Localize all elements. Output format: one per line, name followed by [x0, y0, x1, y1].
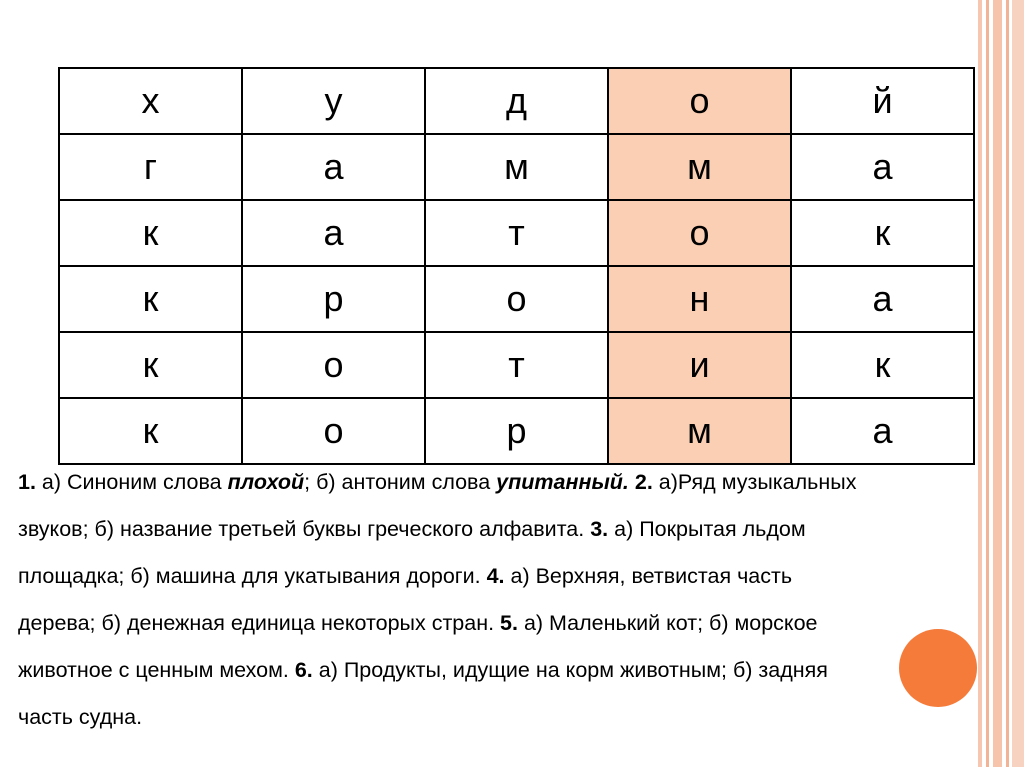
emphasized-word: упитанный.: [496, 470, 629, 494]
task-text: [18, 459, 1024, 741]
grid-cell-highlighted: н: [608, 266, 791, 332]
grid-cell: о: [425, 266, 608, 332]
emphasized-word: плохой: [227, 470, 305, 494]
grid-cell: а: [791, 398, 974, 464]
task-line: [18, 647, 1024, 694]
grid-row-2: [59, 134, 974, 200]
clue-text: а) Продукты, идущие на корм животным; б) задняя: [312, 658, 828, 682]
grid-cell: м: [425, 134, 608, 200]
grid-cell: г: [59, 134, 242, 200]
clue-text: а) Верхняя, ветвистая часть: [504, 564, 793, 588]
task-line: [18, 459, 1024, 506]
clue-number: 4.: [486, 564, 505, 588]
grid-cell: к: [59, 200, 242, 266]
clue-text: часть судна.: [18, 705, 143, 729]
clue-number: 5.: [500, 611, 518, 635]
grid-row-6: [59, 398, 974, 464]
grid-cell: к: [59, 266, 242, 332]
grid-cell-highlighted: о: [608, 68, 791, 134]
crossword-grid: [58, 67, 975, 465]
grid-cell: а: [791, 134, 974, 200]
grid-row-3: [59, 200, 974, 266]
clue-text: а)Ряд музыкальных: [652, 470, 857, 494]
grid-row-5: [59, 332, 974, 398]
clue-number: 6.: [294, 658, 313, 682]
grid-cell: к: [791, 332, 974, 398]
grid-cell-highlighted: м: [608, 398, 791, 464]
grid-cell: р: [425, 398, 608, 464]
grid-cell: к: [791, 200, 974, 266]
clue-number: 1.: [18, 470, 36, 494]
grid-cell-highlighted: и: [608, 332, 791, 398]
grid-cell: д: [425, 68, 608, 134]
task-line: [18, 506, 1024, 553]
grid-cell: а: [791, 266, 974, 332]
task-line: [18, 553, 1024, 600]
grid-cell: й: [791, 68, 974, 134]
grid-cell: о: [242, 332, 425, 398]
grid-row-4: [59, 266, 974, 332]
grid-cell: о: [242, 398, 425, 464]
grid-cell: т: [425, 200, 608, 266]
grid-cell-highlighted: м: [608, 134, 791, 200]
clue-number: 2.: [628, 470, 653, 494]
grid-cell-highlighted: о: [608, 200, 791, 266]
task-line: [18, 694, 1024, 741]
clue-text: ; б) антоним слова: [304, 470, 497, 494]
clue-text: дерева; б) денежная единица некоторых стран.: [18, 611, 501, 635]
clue-number: 3.: [590, 517, 609, 541]
clue-text: а) Маленький кот; б) морское: [517, 611, 818, 635]
clue-text: звуков; б) название третьей буквы греческого алфавита.: [18, 517, 591, 541]
clue-text: площадка; б) машина для укатывания дороги.: [18, 564, 487, 588]
task-line: [18, 600, 1024, 647]
grid-cell: х: [59, 68, 242, 134]
decorative-circle: [899, 629, 977, 707]
grid-row-1: [59, 68, 974, 134]
clue-text: а) Покрытая льдом: [608, 517, 806, 541]
clue-text: а) Синоним слова: [35, 470, 228, 494]
grid-cell: р: [242, 266, 425, 332]
grid-cell: а: [242, 134, 425, 200]
grid-cell: к: [59, 398, 242, 464]
clue-text: животное с ценным мехом.: [18, 658, 295, 682]
grid-cell: у: [242, 68, 425, 134]
grid-cell: к: [59, 332, 242, 398]
grid-cell: т: [425, 332, 608, 398]
grid-cell: а: [242, 200, 425, 266]
